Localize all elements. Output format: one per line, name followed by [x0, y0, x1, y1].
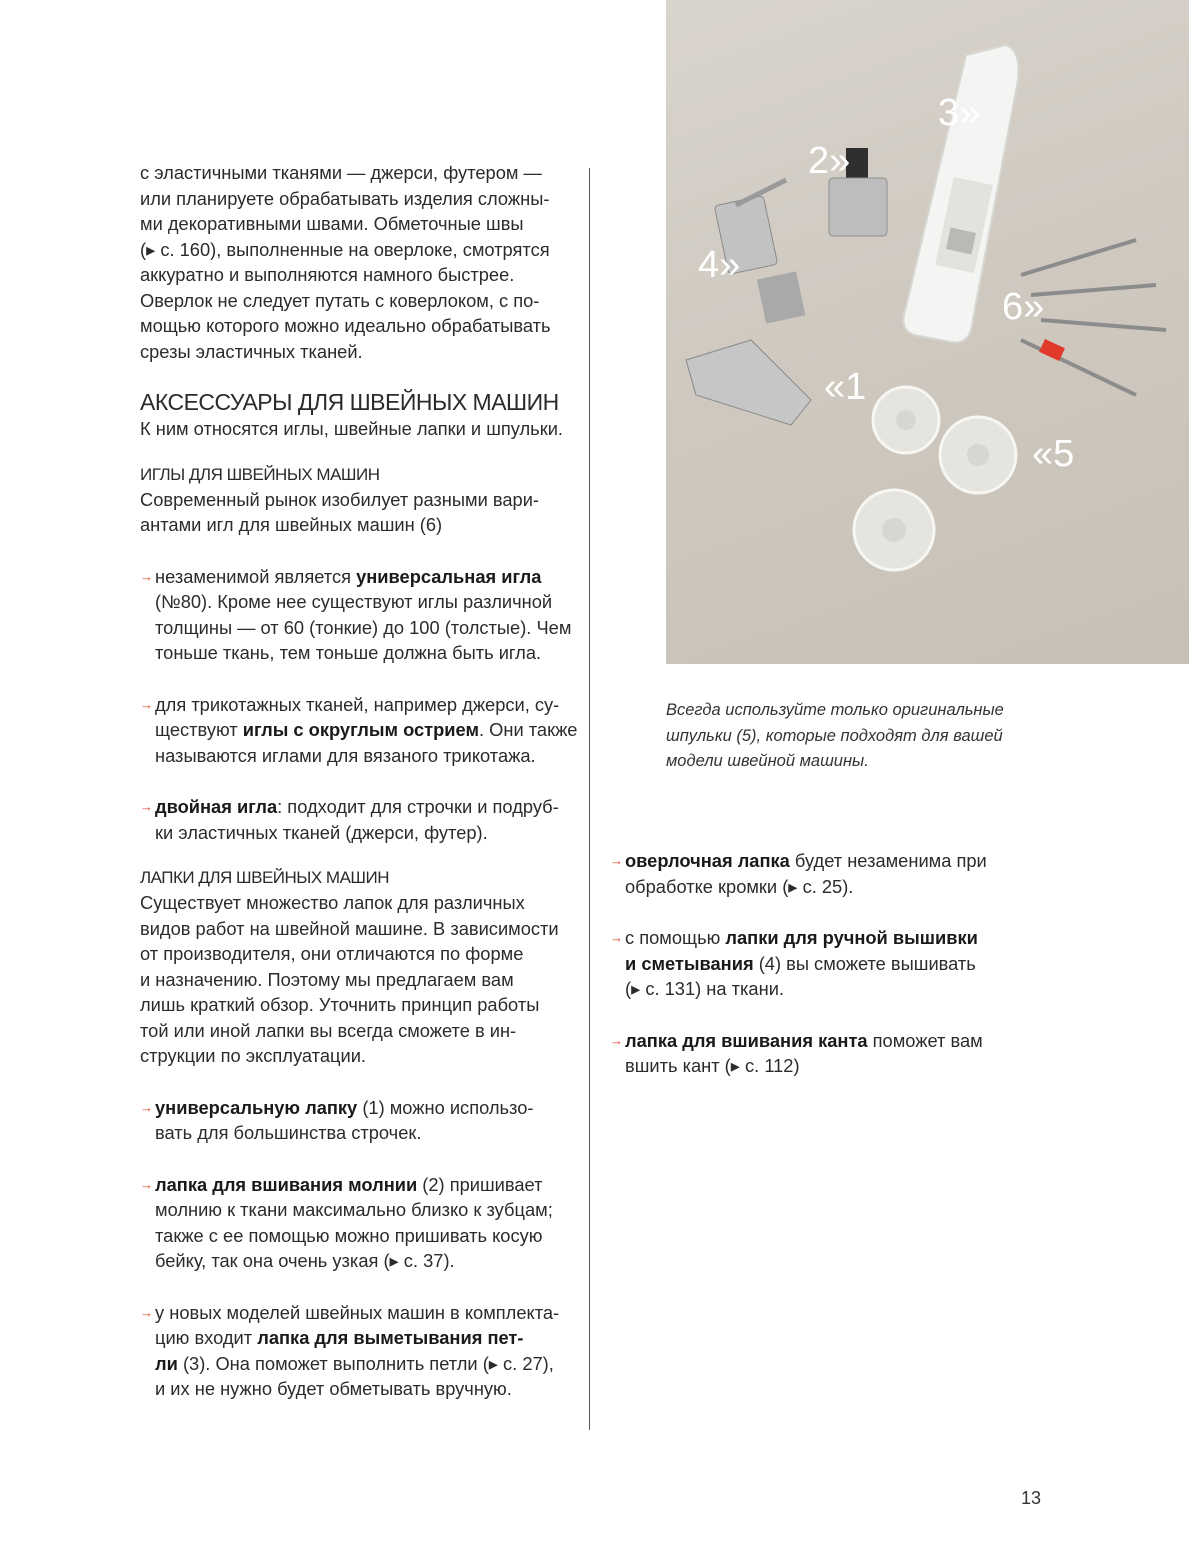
photo-label-3: 3»: [938, 92, 981, 134]
arrow-right-icon: →: [610, 853, 623, 868]
needles-bullet-jersey: → для трикотажных тканей, например джерси, су- ществуют иглы с округлым острием. Они также называются иглами для вязаного трикотажа.: [140, 693, 578, 766]
photo-caption: Всегда используйте только оригинальные шпульки (5), которые подходят для вашей модели швейной машины.: [666, 701, 1004, 770]
arrow-right-icon: →: [610, 930, 623, 945]
feet-bullet-buttonhole: → у новых моделей швейных машин в комплекта- цию входит лапка для выметывания пет- ли (3). Она поможет выполнить петли (▸ с. 27), и их не нужно будет обметывать вручную.: [140, 1301, 560, 1399]
photo-label-5: «5: [1032, 433, 1075, 475]
feet-heading: ЛАПКИ ДЛЯ ШВЕЙНЫХ МАШИН: [140, 868, 389, 887]
photo-illustration: [666, 0, 1189, 664]
accessories-heading: АКСЕССУАРЫ ДЛЯ ШВЕЙНЫХ МАШИН: [140, 389, 559, 415]
photo-label-2: 2»: [808, 140, 851, 182]
feet-bullet-embroidery: → с помощью лапки для ручной вышивки и сметывания (4) вы сможете вышивать (▸ с. 131) на ткани.: [610, 927, 978, 999]
page-number: 13: [1021, 1488, 1042, 1508]
arrow-right-icon: →: [610, 1032, 623, 1048]
arrow-right-icon: →: [140, 696, 153, 712]
left-column: с эластичными тканями — джерси, футером — или планируете обрабатывать изделия сложны- ми декоративными швами. Обметочные швы (▸ с. 160), выполненные на оверлоке, смотрятся аккуратно и выполняются намного быстрее. Оверлок не следует путать с коверлоком, с по- мощью которого можно идеально обрабатывать срезы эластичных тканей. АКСЕССУАРЫ ДЛЯ ШВЕЙНЫХ МАШИН К ним относятся иглы, швейные лапки и шпульки. ИГЛЫ ДЛЯ ШВЕЙНЫХ МАШИН Современный рынок изобилует разными вари- антами игл для швейных машин (6) → незаменимой является универсальная игла (№80). Кроме нее существуют иглы различной толщины — от 60 (тонкие) до 100 (толстые). Чем тоньше ткань, тем тоньше должна быть игла. → для трикотажных тканей, например джерси, су- ществуют иглы с округлым острием. Они также называются иглами для вязаного трикотажа. → двойная игла: подходит для строчки и подруб- ки эластичных тканей (джерси, футер). ЛАПКИ ДЛЯ ШВЕЙНЫХ МАШИН Существует множество лапок для различных видов работ на швейной машине. В зависимости от производителя, они отличаются по форме и назначению. Поэтому мы предлагаем вам лишь краткий обзор. Уточнить принцип работы той или иной лапки вы всегда сможете в ин- струкции по эксплуатации. → универсальную лапку (1) можно использо- вать для большинства строчек. → лапка для вшивания молнии (2) пришивает молнию к ткани максимально близко к зубцам; также с ее помощью можно пришивать косую бейку, так она очень узкая (▸ с. 37). → у новых моделей швейных машин в комплекта- цию входит лапка для выметывания пет- ли (3). Она поможет выполнить петли (▸ с. 27), и их не нужно будет обметывать вручную.: [140, 160, 580, 1402]
photo-label-1: «1: [824, 366, 867, 408]
arrow-right-icon: →: [140, 568, 153, 584]
feet-bullet-piping: → лапка для вшивания канта поможет вам вшить кант (▸ с. 112): [610, 1029, 983, 1076]
universal-foot-shape: [686, 340, 811, 425]
accessories-text: К ним относятся иглы, швейные лапки и шпульки.: [140, 418, 563, 439]
feet-bullet-overlock: → оверлочная лапка будет незаменима при обработке кромки (▸ с. 25).: [610, 850, 987, 897]
feet-bullet-zipper: → лапка для вшивания молнии (2) пришивает молнию к ткани максимально близко к зубцам; также с ее помощью можно пришивать косую бейку, так она очень узкая (▸ с. 37).: [140, 1173, 553, 1271]
column-divider: [589, 168, 590, 1430]
arrow-right-icon: →: [140, 1099, 153, 1115]
right-column: [610, 822, 1030, 1079]
feet-bullet-universal: → универсальную лапку (1) можно использо- вать для большинства строчек.: [140, 1096, 534, 1143]
bobbins-shape: [854, 387, 1016, 570]
intro-paragraph: с эластичными тканями — джерси, футером — или планируете обрабатывать изделия сложны- ми декоративными швами. Обметочные швы (▸ с. 160), выполненные на оверлоке, смотрятся аккуратно и выполняются намного быстрее. Оверлок не следует путать с коверлоком, с по- мощью которого можно идеально обрабатывать срезы эластичных тканей.: [140, 162, 551, 362]
needles-heading: ИГЛЫ ДЛЯ ШВЕЙНЫХ МАШИН: [140, 464, 380, 484]
photo-label-4: 4»: [698, 244, 741, 286]
accessories-photo: [666, 0, 1189, 664]
arrow-right-icon: →: [140, 1304, 153, 1320]
arrow-right-icon: →: [140, 799, 153, 814]
needles-bullet-twin: → двойная игла: подходит для строчки и подруб- ки эластичных тканей (джерси, футер).: [140, 796, 559, 843]
photo-label-6: 6»: [1002, 286, 1045, 328]
arrow-right-icon: →: [140, 1176, 153, 1192]
needles-bullet-universal: → незаменимой является универсальная игла (№80). Кроме нее существуют иглы различной толщины — от 60 (тонкие) до 100 (толстые). Чем тоньше ткань, тем тоньше должна быть игла.: [140, 565, 572, 663]
